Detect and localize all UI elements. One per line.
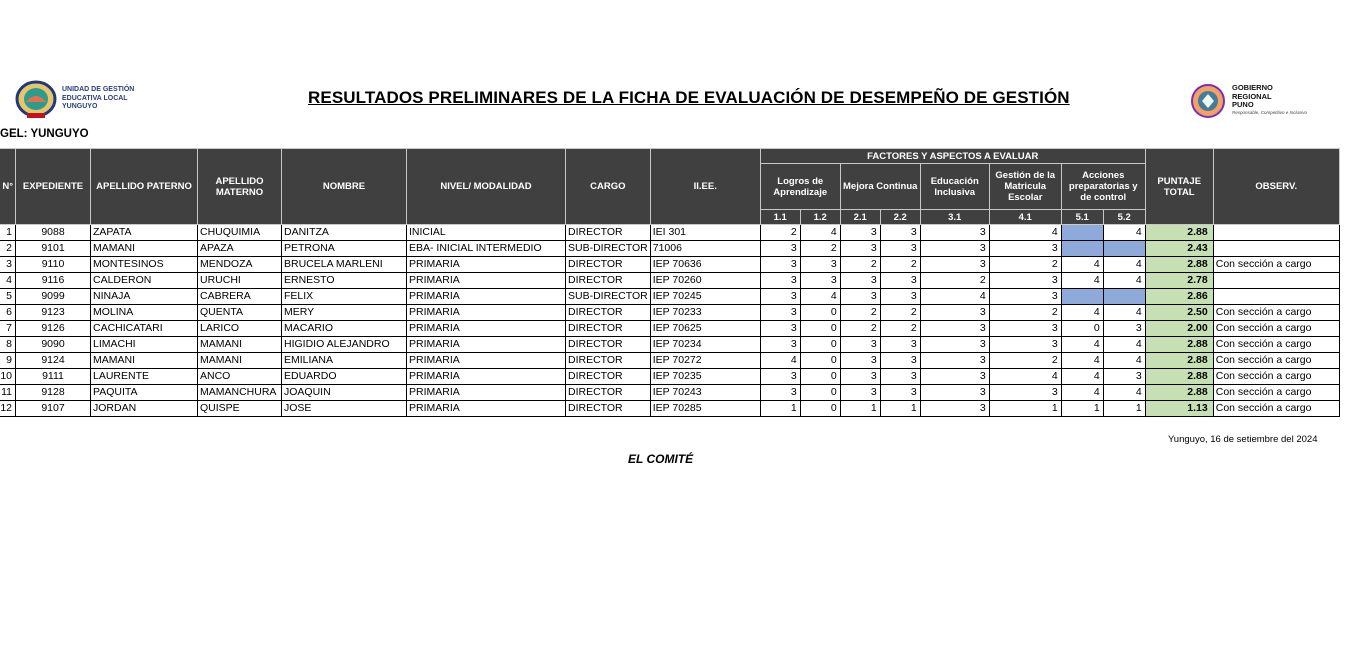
score-cell: 3 xyxy=(760,289,800,305)
total-score-cell: 2.88 xyxy=(1145,337,1213,353)
score-cell: 0 xyxy=(800,305,840,321)
nombre-cell: FELIX xyxy=(282,289,407,305)
materno-cell: MAMANI xyxy=(198,353,282,369)
score-cell-empty xyxy=(1103,289,1145,305)
nivel-cell: PRIMARIA xyxy=(407,401,566,417)
score-cell: 4 xyxy=(1061,337,1103,353)
materno-cell: MENDOZA xyxy=(198,257,282,273)
score-cell: 4 xyxy=(1103,257,1145,273)
score-cell-empty xyxy=(1061,241,1103,257)
table-row xyxy=(0,257,1339,273)
nivel-cell: PRIMARIA xyxy=(407,305,566,321)
score-cell: 3 xyxy=(760,337,800,353)
cargo-cell: DIRECTOR xyxy=(566,321,651,337)
factors-group-header: FACTORES Y ASPECTOS A EVALUAR xyxy=(760,149,1145,164)
col-acciones-header: Acciones preparatorias y de control xyxy=(1061,164,1145,210)
score-cell: 4 xyxy=(800,289,840,305)
score-cell: 1 xyxy=(880,401,920,417)
expediente-cell: 9124 xyxy=(16,353,91,369)
score-cell: 3 xyxy=(880,225,920,241)
col-observ-header: OBSERV. xyxy=(1213,149,1339,225)
score-cell: 0 xyxy=(800,369,840,385)
row-number-cell: 4 xyxy=(0,273,16,289)
table-row xyxy=(0,337,1339,353)
score-cell: 2 xyxy=(989,257,1061,273)
score-cell: 3 xyxy=(840,289,880,305)
nombre-cell: HIGIDIO ALEJANDRO xyxy=(282,337,407,353)
ugel-yunguyo-logo xyxy=(14,80,58,120)
observation-cell: Con sección a cargo xyxy=(1213,353,1339,369)
total-score-cell: 2.88 xyxy=(1145,385,1213,401)
score-cell: 3 xyxy=(920,305,989,321)
materno-cell: QUISPE xyxy=(198,401,282,417)
score-cell: 3 xyxy=(989,289,1061,305)
score-cell: 2 xyxy=(840,321,880,337)
total-score-cell: 2.50 xyxy=(1145,305,1213,321)
score-cell: 2 xyxy=(840,305,880,321)
logo-line: EDUCATIVA LOCAL xyxy=(62,94,128,102)
score-cell: 4 xyxy=(1103,353,1145,369)
score-cell: 3 xyxy=(840,273,880,289)
iiee-cell: 71006 xyxy=(650,241,760,257)
row-number-cell: 7 xyxy=(0,321,16,337)
score-cell: 4 xyxy=(1103,337,1145,353)
col-mejora-header: Mejora Continua xyxy=(840,164,920,210)
score-cell: 3 xyxy=(840,241,880,257)
col-materno-header: APELLIDO MATERNO xyxy=(198,149,282,225)
score-cell: 3 xyxy=(989,385,1061,401)
total-score-cell: 2.43 xyxy=(1145,241,1213,257)
results-table xyxy=(0,148,1340,417)
score-cell: 3 xyxy=(920,321,989,337)
score-cell: 3 xyxy=(880,337,920,353)
observation-cell xyxy=(1213,289,1339,305)
nivel-cell: PRIMARIA xyxy=(407,257,566,273)
paterno-cell: NINAJA xyxy=(91,289,198,305)
score-cell: 4 xyxy=(1061,385,1103,401)
score-cell: 2 xyxy=(880,321,920,337)
iiee-cell: IEP 70233 xyxy=(650,305,760,321)
iiee-cell: IEP 70625 xyxy=(650,321,760,337)
sub-code-header: 4.1 xyxy=(989,210,1061,225)
table-row xyxy=(0,225,1339,241)
score-cell: 0 xyxy=(800,385,840,401)
expediente-cell: 9126 xyxy=(16,321,91,337)
expediente-cell: 9101 xyxy=(16,241,91,257)
score-cell: 3 xyxy=(880,289,920,305)
score-cell: 4 xyxy=(1061,353,1103,369)
sub-code-header: 2.1 xyxy=(840,210,880,225)
table-row xyxy=(0,369,1339,385)
score-cell: 2 xyxy=(989,353,1061,369)
row-number-cell: 5 xyxy=(0,289,16,305)
nombre-cell: MACARIO xyxy=(282,321,407,337)
cargo-cell: DIRECTOR xyxy=(566,337,651,353)
expediente-cell: 9123 xyxy=(16,305,91,321)
score-cell: 4 xyxy=(1103,385,1145,401)
row-number-cell: 6 xyxy=(0,305,16,321)
total-score-cell: 1.13 xyxy=(1145,401,1213,417)
iiee-cell: IEP 70272 xyxy=(650,353,760,369)
sub-code-header: 2.2 xyxy=(880,210,920,225)
committee-signature: EL COMITÉ xyxy=(628,452,694,466)
col-nombre-header: NOMBRE xyxy=(282,149,407,225)
ugel-logo-text xyxy=(62,86,134,112)
score-cell: 3 xyxy=(920,225,989,241)
cargo-cell: DIRECTOR xyxy=(566,401,651,417)
nombre-cell: DANITZA xyxy=(282,225,407,241)
nombre-cell: PETRONA xyxy=(282,241,407,257)
cargo-cell: DIRECTOR xyxy=(566,225,651,241)
score-cell: 3 xyxy=(760,305,800,321)
score-cell: 3 xyxy=(760,321,800,337)
score-cell: 3 xyxy=(1103,321,1145,337)
sub-code-header: 5.2 xyxy=(1103,210,1145,225)
observation-cell xyxy=(1213,273,1339,289)
iiee-cell: IEP 70234 xyxy=(650,337,760,353)
materno-cell: CHUQUIMIA xyxy=(198,225,282,241)
score-cell: 3 xyxy=(880,273,920,289)
score-cell: 2 xyxy=(760,225,800,241)
col-paterno-header: APELLIDO PATERNO xyxy=(91,149,198,225)
score-cell: 4 xyxy=(1061,305,1103,321)
table-row xyxy=(0,241,1339,257)
nombre-cell: EMILIANA xyxy=(282,353,407,369)
score-cell: 1 xyxy=(760,401,800,417)
score-cell: 4 xyxy=(800,225,840,241)
score-cell: 3 xyxy=(920,337,989,353)
score-cell: 3 xyxy=(800,257,840,273)
sub-code-header: 5.1 xyxy=(1061,210,1103,225)
sub-code-header: 1.1 xyxy=(760,210,800,225)
nivel-cell: INICIAL xyxy=(407,225,566,241)
paterno-cell: MONTESINOS xyxy=(91,257,198,273)
col-cargo-header: CARGO xyxy=(566,149,651,225)
cargo-cell: SUB-DIRECTOR xyxy=(566,241,651,257)
nombre-cell: JOSE xyxy=(282,401,407,417)
score-cell: 3 xyxy=(920,257,989,273)
cargo-cell: SUB-DIRECTOR xyxy=(566,289,651,305)
gobierno-logo-text xyxy=(1232,84,1273,110)
expediente-cell: 9111 xyxy=(16,369,91,385)
cargo-cell: DIRECTOR xyxy=(566,353,651,369)
iiee-cell: IEP 70235 xyxy=(650,369,760,385)
score-cell: 3 xyxy=(989,273,1061,289)
nombre-cell: EDUARDO xyxy=(282,369,407,385)
nombre-cell: JOAQUIN xyxy=(282,385,407,401)
cargo-cell: DIRECTOR xyxy=(566,273,651,289)
total-score-cell: 2.78 xyxy=(1145,273,1213,289)
table-row xyxy=(0,289,1339,305)
score-cell: 3 xyxy=(1103,369,1145,385)
score-cell: 3 xyxy=(880,385,920,401)
row-number-cell: 11 xyxy=(0,385,16,401)
score-cell: 2 xyxy=(800,241,840,257)
score-cell-empty xyxy=(1103,241,1145,257)
materno-cell: QUENTA xyxy=(198,305,282,321)
col-iiee-header: II.EE. xyxy=(650,149,760,225)
score-cell: 2 xyxy=(840,257,880,273)
nivel-cell: PRIMARIA xyxy=(407,273,566,289)
score-cell: 3 xyxy=(920,353,989,369)
materno-cell: CABRERA xyxy=(198,289,282,305)
score-cell: 0 xyxy=(800,401,840,417)
score-cell: 4 xyxy=(1103,273,1145,289)
logo-line: GOBIERNO xyxy=(1232,83,1273,92)
materno-cell: MAMANCHURA xyxy=(198,385,282,401)
score-cell: 0 xyxy=(800,337,840,353)
score-cell: 4 xyxy=(1061,257,1103,273)
table-row xyxy=(0,385,1339,401)
score-cell: 3 xyxy=(840,337,880,353)
nombre-cell: BRUCELA MARLENI xyxy=(282,257,407,273)
col-logros-header: Logros de Aprendizaje xyxy=(760,164,840,210)
nivel-cell: PRIMARIA xyxy=(407,337,566,353)
total-score-cell: 2.88 xyxy=(1145,353,1213,369)
paterno-cell: MAMANI xyxy=(91,241,198,257)
total-score-cell: 2.88 xyxy=(1145,225,1213,241)
col-gestion-header: Gestión de la Matricula Escolar xyxy=(989,164,1061,210)
expediente-cell: 9090 xyxy=(16,337,91,353)
cargo-cell: DIRECTOR xyxy=(566,369,651,385)
score-cell: 3 xyxy=(989,241,1061,257)
observation-cell: Con sección a cargo xyxy=(1213,401,1339,417)
nombre-cell: MERY xyxy=(282,305,407,321)
score-cell: 0 xyxy=(800,353,840,369)
paterno-cell: MOLINA xyxy=(91,305,198,321)
score-cell: 2 xyxy=(880,257,920,273)
sub-code-header: 3.1 xyxy=(920,210,989,225)
score-cell: 3 xyxy=(760,273,800,289)
nivel-cell: PRIMARIA xyxy=(407,369,566,385)
score-cell: 3 xyxy=(920,241,989,257)
col-nivel-header: NIVEL/ MODALIDAD xyxy=(407,149,566,225)
table-row xyxy=(0,401,1339,417)
materno-cell: LARICO xyxy=(198,321,282,337)
expediente-cell: 9099 xyxy=(16,289,91,305)
score-cell: 3 xyxy=(760,257,800,273)
logo-line: UNIDAD DE GESTIÓN xyxy=(62,86,135,93)
paterno-cell: ZAPATA xyxy=(91,225,198,241)
table-row xyxy=(0,273,1339,289)
table-row xyxy=(0,353,1339,369)
nivel-cell: PRIMARIA xyxy=(407,353,566,369)
materno-cell: URUCHI xyxy=(198,273,282,289)
iiee-cell: IEP 70260 xyxy=(650,273,760,289)
score-cell: 3 xyxy=(880,241,920,257)
observation-cell: Con sección a cargo xyxy=(1213,385,1339,401)
observation-cell: Con sección a cargo xyxy=(1213,305,1339,321)
table-row xyxy=(0,305,1339,321)
expediente-cell: 9088 xyxy=(16,225,91,241)
document-date: Yunguyo, 16 de setiembre del 2024 xyxy=(1168,434,1318,445)
expediente-cell: 9107 xyxy=(16,401,91,417)
score-cell: 2 xyxy=(880,305,920,321)
page-title: RESULTADOS PRELIMINARES DE LA FICHA DE EVALUACIÓN DE DESEMPEÑO DE GESTIÓN xyxy=(308,88,1070,107)
score-cell: 4 xyxy=(920,289,989,305)
score-cell: 3 xyxy=(840,225,880,241)
total-score-cell: 2.88 xyxy=(1145,257,1213,273)
score-cell: 4 xyxy=(989,225,1061,241)
score-cell: 3 xyxy=(880,353,920,369)
score-cell: 4 xyxy=(760,353,800,369)
score-cell: 4 xyxy=(1061,369,1103,385)
score-cell: 3 xyxy=(920,385,989,401)
paterno-cell: JORDAN xyxy=(91,401,198,417)
paterno-cell: PAQUITA xyxy=(91,385,198,401)
score-cell: 4 xyxy=(1061,273,1103,289)
materno-cell: APAZA xyxy=(198,241,282,257)
score-cell: 4 xyxy=(1103,305,1145,321)
score-cell: 3 xyxy=(989,321,1061,337)
sub-code-header: 1.2 xyxy=(800,210,840,225)
observation-cell xyxy=(1213,225,1339,241)
expediente-cell: 9116 xyxy=(16,273,91,289)
cargo-cell: DIRECTOR xyxy=(566,305,651,321)
cargo-cell: DIRECTOR xyxy=(566,385,651,401)
col-num-header: N° xyxy=(0,149,16,225)
score-cell: 3 xyxy=(760,369,800,385)
row-number-cell: 10 xyxy=(0,369,16,385)
paterno-cell: LAURENTE xyxy=(91,369,198,385)
row-number-cell: 1 xyxy=(0,225,16,241)
observation-cell: Con sección a cargo xyxy=(1213,321,1339,337)
gobierno-regional-puno-logo xyxy=(1188,82,1228,120)
iiee-cell: IEI 301 xyxy=(650,225,760,241)
score-cell: 3 xyxy=(800,273,840,289)
iiee-cell: IEP 70285 xyxy=(650,401,760,417)
materno-cell: ANCO xyxy=(198,369,282,385)
nivel-cell: EBA- INICIAL INTERMEDIO xyxy=(407,241,566,257)
row-number-cell: 12 xyxy=(0,401,16,417)
paterno-cell: LIMACHI xyxy=(91,337,198,353)
expediente-cell: 9110 xyxy=(16,257,91,273)
total-score-cell: 2.86 xyxy=(1145,289,1213,305)
score-cell: 1 xyxy=(1061,401,1103,417)
observation-cell: Con sección a cargo xyxy=(1213,257,1339,273)
score-cell: 1 xyxy=(1103,401,1145,417)
iiee-cell: IEP 70243 xyxy=(650,385,760,401)
observation-cell xyxy=(1213,241,1339,257)
total-score-cell: 2.00 xyxy=(1145,321,1213,337)
table-row xyxy=(0,321,1339,337)
score-cell: 1 xyxy=(989,401,1061,417)
nivel-cell: PRIMARIA xyxy=(407,321,566,337)
materno-cell: MAMANI xyxy=(198,337,282,353)
row-number-cell: 9 xyxy=(0,353,16,369)
score-cell-empty xyxy=(1061,289,1103,305)
nivel-cell: PRIMARIA xyxy=(407,289,566,305)
score-cell: 2 xyxy=(920,273,989,289)
score-cell: 3 xyxy=(840,369,880,385)
score-cell-empty xyxy=(1061,225,1103,241)
expediente-cell: 9128 xyxy=(16,385,91,401)
logo-line: PUNO xyxy=(1232,100,1254,109)
paterno-cell: MAMANI xyxy=(91,353,198,369)
paterno-cell: CACHICATARI xyxy=(91,321,198,337)
logo-line: YUNGUYO xyxy=(62,103,98,110)
score-cell: 1 xyxy=(840,401,880,417)
score-cell: 3 xyxy=(989,337,1061,353)
iiee-cell: IEP 70636 xyxy=(650,257,760,273)
score-cell: 3 xyxy=(920,401,989,417)
score-cell: 3 xyxy=(880,369,920,385)
score-cell: 2 xyxy=(989,305,1061,321)
iiee-cell: IEP 70245 xyxy=(650,289,760,305)
total-score-cell: 2.88 xyxy=(1145,369,1213,385)
col-puntaje-header: PUNTAJE TOTAL xyxy=(1145,149,1213,225)
row-number-cell: 3 xyxy=(0,257,16,273)
score-cell: 0 xyxy=(800,321,840,337)
nivel-cell: PRIMARIA xyxy=(407,385,566,401)
score-cell: 3 xyxy=(840,353,880,369)
row-number-cell: 8 xyxy=(0,337,16,353)
row-number-cell: 2 xyxy=(0,241,16,257)
logo-line: REGIONAL xyxy=(1232,91,1272,101)
score-cell: 0 xyxy=(1061,321,1103,337)
score-cell: 3 xyxy=(840,385,880,401)
paterno-cell: CALDERON xyxy=(91,273,198,289)
score-cell: 4 xyxy=(989,369,1061,385)
observation-cell: Con sección a cargo xyxy=(1213,369,1339,385)
observation-cell: Con sección a cargo xyxy=(1213,337,1339,353)
score-cell: 4 xyxy=(1103,225,1145,241)
score-cell: 3 xyxy=(920,369,989,385)
nombre-cell: ERNESTO xyxy=(282,273,407,289)
table-body xyxy=(0,225,1339,417)
score-cell: 3 xyxy=(760,241,800,257)
ugel-label: GEL: YUNGUYO xyxy=(0,128,89,140)
gobierno-slogan: Responsable, Competitivo e Inclusivo xyxy=(1232,110,1308,115)
cargo-cell: DIRECTOR xyxy=(566,257,651,273)
score-cell: 3 xyxy=(760,385,800,401)
col-educacion-header: Educación Inclusiva xyxy=(920,164,989,210)
col-expediente-header: EXPEDIENTE xyxy=(16,149,91,225)
